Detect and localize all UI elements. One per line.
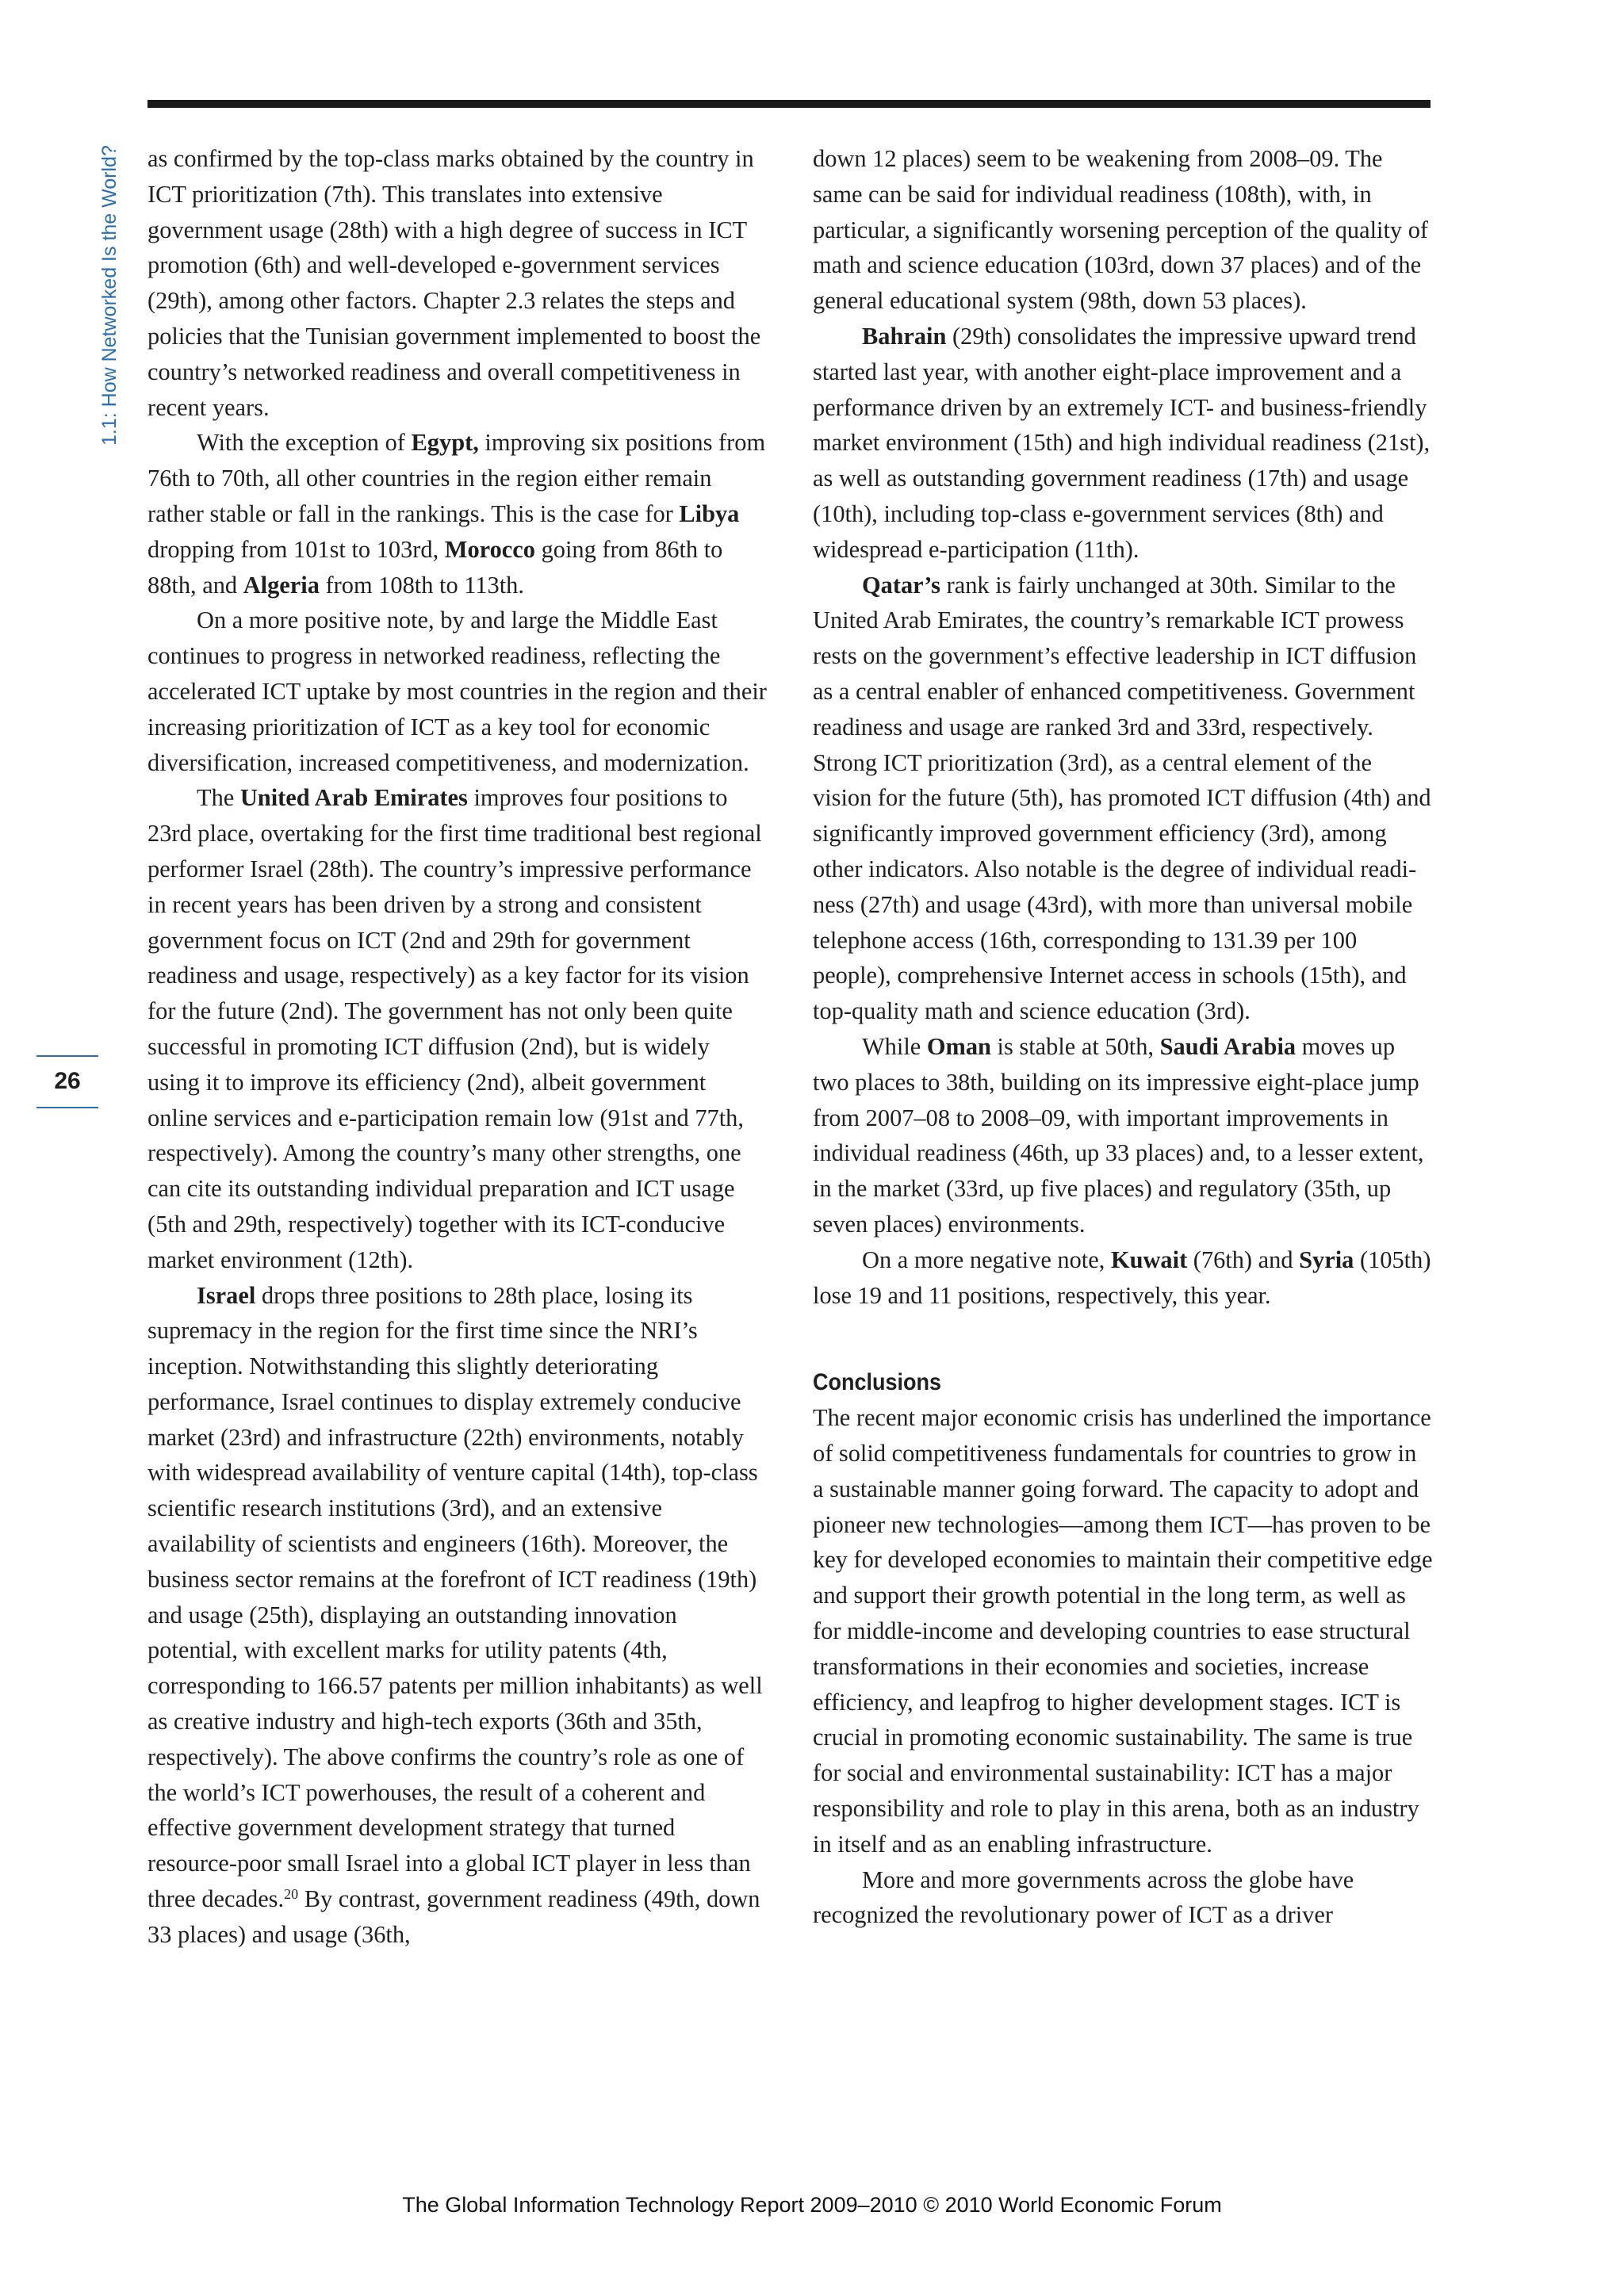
country-syria: Syria	[1299, 1246, 1354, 1273]
country-kuwait: Kuwait	[1110, 1246, 1188, 1273]
country-bahrain: Bahrain	[862, 322, 947, 350]
paragraph-egypt: With the exception of Egypt, improving six positions from 76th to 70th, all other countries in the region either remain rather stable or fall in the rankings. This is the case for Libya dropping from 101st to 103rd, Morocco going from 86th to 88th, and Algeria from 108th to 113th.	[147, 429, 766, 599]
section-heading-conclusions: Conclusions	[813, 1369, 942, 1396]
country-israel: Israel	[197, 1281, 256, 1309]
country-algeria: Algeria	[243, 571, 320, 599]
country-oman: Oman	[926, 1032, 991, 1060]
paragraph-conclusions-1: The recent major economic crisis has underlined the importance of solid competitiveness fundamentals for countries to grow in a sustainable manner going forward. The capacity to adopt and pioneer new technologies—among them ICT—has proven to be key for developed economies to maintain their competitive edge and support their growth potential in the long term, as well as for middle-income and developing countries to ease structural transformations in their economies and societies, increase efficiency, and leapfrog to higher development stages. ICT is crucial in promoting economic sustainability. The same is true for social and environmental sustainability: ICT has a major responsibility and role to play in this arena, both as an industry in itself and as an enabling infrastructure.	[813, 1404, 1433, 1858]
left-column	[147, 141, 768, 1953]
paragraph-israel: Israel drops three positions to 28th place, losing its supremacy in the region for the first time since the NRI’s inception. Notwithstanding this slightly deteriorating performance, Israel continues to display extremely conducive market (23rd) and infrastructure (22th) environments, notably with widespread availability of venture capital (14th), top-class scientific research institutions (3rd), and an extensive availability of scientists and engineers (16th). Moreover, the business sector remains at the forefront of ICT readiness (19th) and usage (25th), displaying an outstanding innovation potential, with excellent marks for utility patents (4th, corresponding to 166.57 patents per million inhabitants) as well as creative industry and high-tech exports (36th and 35th, respectively). The above confirms the country’s role as one of the world’s ICT powerhouses, the result of a coherent and effective government development strategy that turned resource-poor small Israel into a global ICT player in less than three decades.$^{20}$ By contrast, government readiness (49th, down 33 places) and usage (36th,	[147, 1281, 763, 1948]
paragraph-kuwait-syria: On a more negative note, Kuwait (76th) and Syria (105th) lose 19 and 11 positions, respectively, this year.	[813, 1246, 1431, 1309]
country-saudi-arabia: Saudi Arabia	[1159, 1032, 1297, 1060]
footnote-marker: 20	[284, 1886, 299, 1903]
running-head: 1.1: How Networked Is the World?	[98, 145, 121, 446]
paragraph-middle-east: On a more positive note, by and large the Middle East continues to progress in networked readiness, reflecting the accelerated ICT uptake by most countries in the region and their increasing prioritization of ICT as a key tool for economic diversification, increased competitiveness, and modernization.	[147, 607, 767, 776]
paragraph-oman-saudi: While Oman is stable at 50th, Saudi Arabia moves up two places to 38th, building on its impressive eight-place jump from 2007–08 to 2008–09, with important improvements in individual readiness (46th, up 33 places) and, to a lesser extent, in the market (33rd, up five places) and regulatory (35th, up seven places) environments.	[813, 1032, 1424, 1238]
paragraph-bahrain: Bahrain (29th) consolidates the impressive upward trend started last year, with another eight-place improvement and a performance driven by an extremely ICT- and business-friendly market environment (15th) and high individual readiness (21st), as well as outstanding government readiness (17th) and usage (10th), including top-class e-government services (8th) and widespread e-participation (11th).	[813, 322, 1431, 563]
paragraph-uae: The United Arab Emirates improves four positions to 23rd place, overtaking for the first time traditional best regional performer Israel (28th). The country’s impressive performance in recent years has been driven by a strong and consistent government focus on ICT (2nd and 29th for government readiness and usage, respectively) as a key factor for its vision for the future (2nd). The government has not only been quite successful in promoting ICT diffusion (2nd), but is widely using it to improve its efficiency (2nd), albeit government online services and e-participation remain low (91st and 77th, respectively). Among the country’s many other strengths, one can cite its outstanding individual preparation and ICT usage (5th and 29th, respectively) together with its ICT-conducive market environment (12th).	[147, 784, 762, 1273]
right-column	[813, 141, 1433, 1933]
paragraph-qatar: Qatar’s rank is fairly unchanged at 30th. Similar to the United Arab Emirates, the country’s remarkable ICT prowess rests on the government’s effective leadership in ICT diffusion as a central enabler of enhanced competitiveness. Government readiness and usage are ranked 3rd and 33rd, respectively. Strong ICT prioritization (3rd), as a central element of the vision for the future (5th), has promoted ICT diffusion (4th) and significantly improved government efficiency (3rd), among other indicators. Also notable is the degree of individual readiness (27th) and usage (43rd), with more than universal mobile telephone access (16th, corresponding to 131.39 per 100 people), comprehensive Internet access in schools (15th), and top-quality math and science education (3rd).	[813, 571, 1431, 1025]
page-number-rule-bottom	[36, 1107, 98, 1108]
country-libya: Libya	[679, 499, 740, 527]
paragraph-conclusions-2: More and more governments across the globe have recognized the revolutionary power of ICT as a driver	[813, 1866, 1354, 1929]
country-morocco: Morocco	[444, 535, 535, 563]
country-uae: United Arab Emirates	[239, 784, 468, 812]
country-qatar: Qatar’s	[862, 571, 941, 599]
country-egypt: Egypt,	[411, 429, 479, 457]
paragraph-israel-continued: down 12 places) seem to be weakening from 2008–09. The same can be said for individual readiness (108th), with, in particular, a significantly worsening perception of the quality of math and science education (103rd, down 37 places) and of the general educational system (98th, down 53 places).	[813, 145, 1429, 315]
page-number: 26	[54, 1068, 81, 1094]
top-rule	[147, 100, 1431, 108]
paragraph-tunisia-continued: as confirmed by the top-class marks obtained by the country in ICT prioritization (7th). This translates into extensive government usage (28th) with a high degree of success in ICT promotion (6th) and well-developed e-government services (29th), among other factors. Chapter 2.3 relates the steps and policies that the Tunisian government implemented to boost the country’s networked readiness and overall competitiveness in recent years.	[147, 145, 761, 421]
page-number-rule-top	[36, 1055, 98, 1057]
page-footer: The Global Information Technology Report 2009–2010 © 2010 World Economic Forum	[402, 2193, 1222, 2217]
